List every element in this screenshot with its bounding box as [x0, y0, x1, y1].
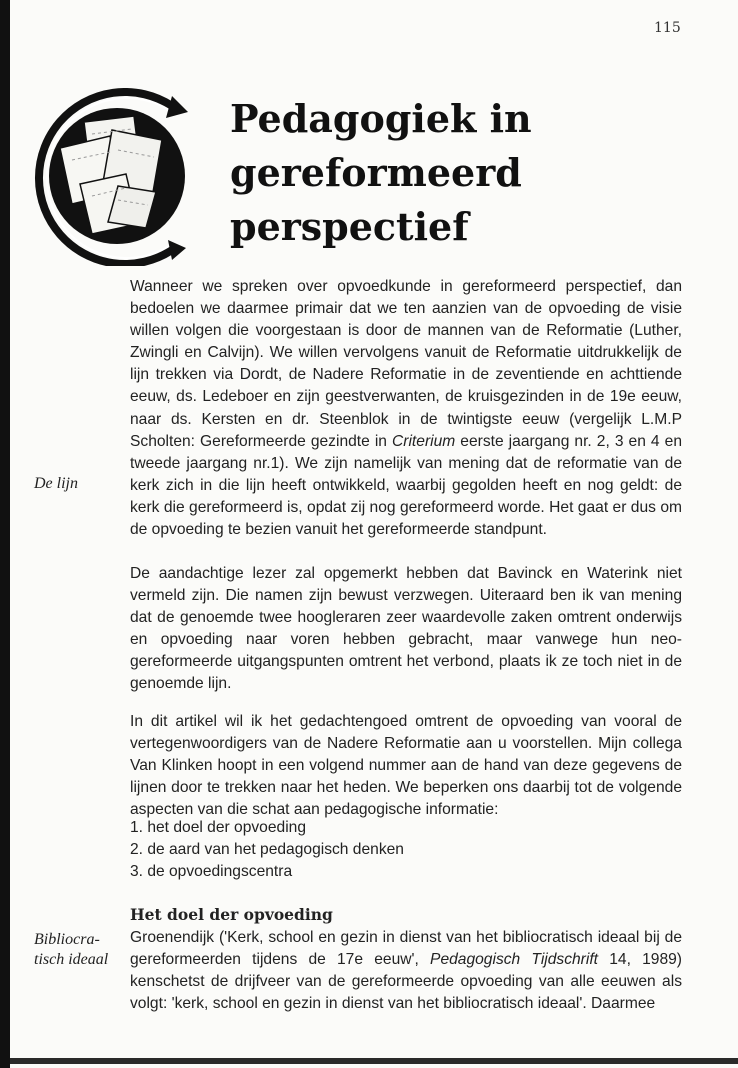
title-line: Pedagogiek in: [230, 96, 532, 141]
margin-note-de-lijn: De lijn: [34, 475, 78, 492]
article-title: [230, 92, 532, 254]
margin-note-bibliocratisch: Bibliocra- tisch ideaal: [34, 931, 109, 968]
paragraph-bavinck: De aandachtige lezer zal opgemerkt hebben dat Bavinck en Waterink niet vermeld zijn. Die namen zijn bewust verzwegen. Uiteraard ben ik van mening dat de genoemde twee hoogleraren zeer waardevolle zaken omtrent onderwijs en opvoeding naar voren hebben gebracht, maar vanwege hun neo-gereformeerde uitgangspunten omtrent het verbond, plaats ik ze toch niet in de genoemde lijn.: [130, 565, 682, 693]
section-heading: Het doel der opvoeding: [130, 905, 333, 924]
bottom-edge: [10, 1058, 738, 1064]
list-item: 3. de opvoedingscentra: [130, 863, 293, 881]
list-item: 1. het doel der opvoeding: [130, 819, 307, 836]
list-item: 2. de aard van het pedagogisch denken: [130, 841, 404, 859]
paragraph-artikel: In dit artikel wil ik het gedachtengoed omtrent de opvoeding van vooral de vertegenwoordigers van de Nadere Reformatie aan u voorstellen. Mijn collega Van Klinken hoopt in een volgend nummer aan de hand van deze gegevens de lijnen door te trekken naar het heden. We beperken ons daarbij tot de volgende aspecten van die schat aan pedagogische informatie:: [130, 713, 682, 819]
page-spine: [0, 0, 10, 1068]
title-line: gereformeerd: [230, 150, 522, 195]
papers-in-circle-logo-icon: [22, 88, 202, 266]
page-number: 115: [654, 20, 681, 36]
aspects-list: [130, 817, 404, 883]
paragraph-groenendijk: Groenendijk ('Kerk, school en gezin in dienst van het bibliocratisch ideaal bij de gereformeerden tijdens de 17e eeuw', Pedagogisch Tijdschrift 14, 1989) kenschetst de drijfveer van de gereformeerde opvoeding van alle eeuwen als volgt: 'kerk, school en gezin in dienst van het bibliocratisch ideaal'. Daarmee: [130, 929, 682, 1013]
paragraph-intro: Wanneer we spreken over opvoedkunde in gereformeerd perspectief, dan bedoelen we daarmee primair dat we ten aanzien van de opvoeding de visie willen volgen die voorgestaan is door de mannen van de Reformatie (Luther, Zwingli en Calvijn). We willen vervolgens vanuit de Reformatie uitdrukkelijk de lijn trekken via Dordt, de Nadere Reformatie in de zeventiende en achttiende eeuw, ds. Ledeboer en zijn geestverwanten, de kruisgezinden in de 19e eeuw, naar ds. Kersten en dr. Steenblok in de twintigste eeuw (vergelijk L.M.P Scholten: Gereformeerde gezindte in Criterium eerste jaargang nr. 2, 3 en 4 en tweede jaargang nr.1). We zijn namelijk van mening dat de reformatie van de kerk zich in die lijn heeft ontwikkeld, waarbij gegolden heeft en nog geldt: de kerk die gereformeerd is, opdat zij nog gereformeerd worde. Het gaat er dus om de opvoeding te bezien vanuit het gereformeerde standpunt.: [130, 278, 682, 539]
title-line: perspectief: [230, 204, 469, 249]
